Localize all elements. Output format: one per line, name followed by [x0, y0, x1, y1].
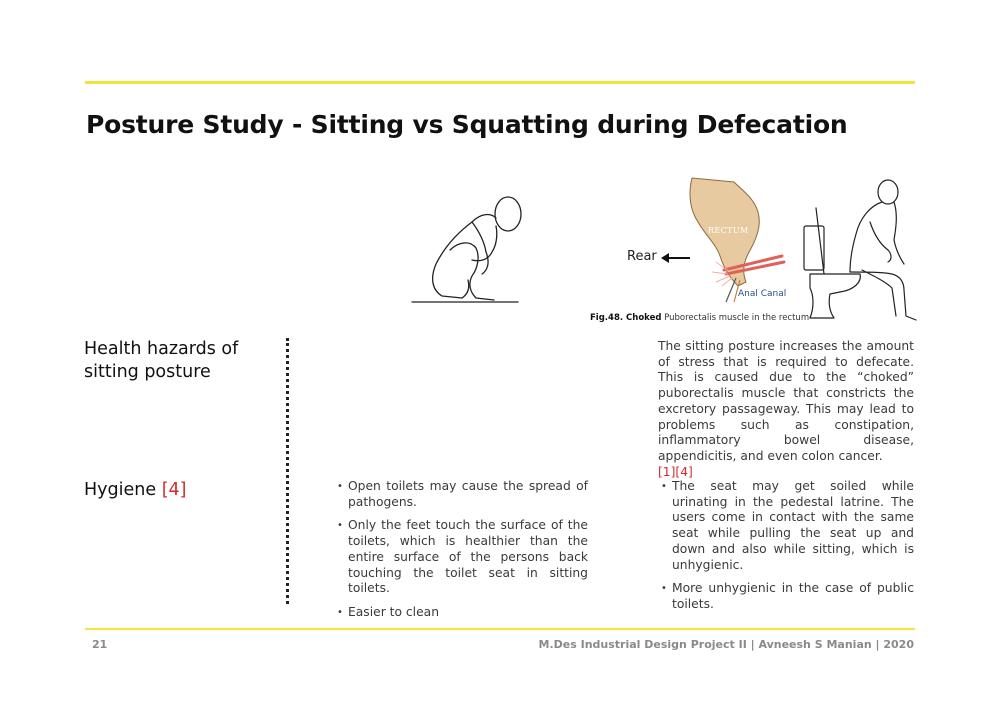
footer-credit: M.Des Industrial Design Project II | Avneesh S Manian | 2020	[538, 638, 914, 651]
header-divider	[85, 81, 915, 84]
page-number: 21	[92, 638, 108, 651]
list-item: • Open toilets may cause the spread of pathogens.	[336, 479, 588, 510]
arrow-left-icon	[660, 252, 692, 264]
rectum-diagram	[686, 174, 798, 304]
footer-divider	[85, 628, 915, 630]
health-hazards-heading: Health hazards of sitting posture	[84, 339, 239, 382]
squatting-person-illustration	[410, 190, 532, 306]
sitting-health-text: The sitting posture increases the amount of stress that is required to defecate. This is caused due to the “choked” puborectalis muscle that constricts the excretory passageway. This may lead to problems such as constipation, inflammatory bowel disease, appendicitis, and even colon cancer.	[658, 339, 914, 463]
list-item: • Easier to clean	[336, 605, 588, 621]
rectum-label: RECTUM	[708, 226, 749, 235]
sitting-hygiene-list	[660, 479, 914, 621]
list-item: • Only the feet touch the surface of the toilets, which is healthier than the entire surface of the persons back touching the toilet seat in sitting toilets.	[336, 518, 588, 597]
sitting-health-paragraph	[658, 339, 914, 480]
sitting-health-refs: [1][4]	[658, 464, 693, 479]
section-separator	[286, 338, 289, 604]
list-item: • More unhygienic in the case of public toilets.	[660, 581, 914, 612]
anal-canal-label: Anal Canal	[738, 289, 787, 299]
hygiene-heading-ref: [4]	[161, 480, 187, 500]
hygiene-heading	[84, 479, 187, 502]
list-item: • The seat may get soiled while urinating in the pedestal latrine. The users come in contact with the same seat while pulling the seat up and down and also while sitting, which is unhygienic.	[660, 479, 914, 573]
figure-caption-text: Puborectalis muscle in the rectum	[664, 313, 810, 323]
rear-label: Rear	[627, 249, 657, 264]
squatting-hygiene-list	[336, 479, 588, 629]
hygiene-heading-text: Hygiene	[84, 480, 157, 500]
figure-caption	[590, 313, 809, 323]
figure-caption-number: Fig.48. Choked	[590, 313, 662, 323]
sitting-person-on-toilet-illustration	[800, 178, 918, 324]
page-title: Posture Study - Sitting vs Squatting during Defecation	[86, 110, 848, 139]
